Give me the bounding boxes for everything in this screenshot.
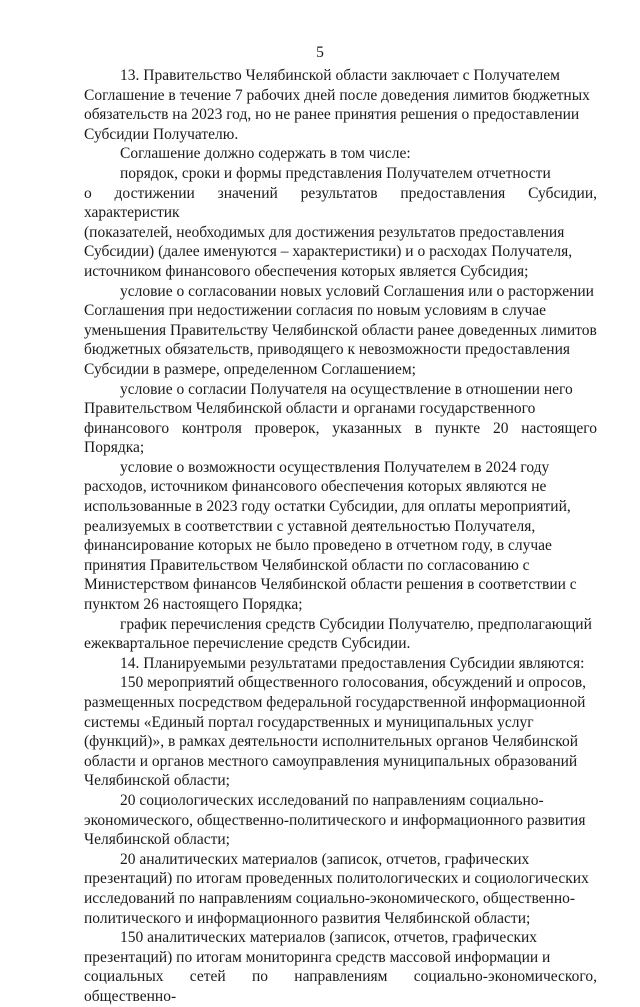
paragraph-consent-inspections: условие о согласии Получателя на осуществление в отношении него Правительством Челябинской области и органами государственного финансового контроля проверок, указанных в пункте 20 настоящего Порядка; xyxy=(84,380,597,457)
paragraph-reporting-procedure: порядок, сроки и формы представления Получателем отчетности о достижении значений результатов предоставления Субсидии, характеристик (показателей, необходимых для достижения результатов предоставления Субсидии) (далее именуются – характеристики) и о расходах Получателя, источником финансового обеспечения которых является Субсидия; xyxy=(84,164,597,280)
paragraph-transfer-schedule: график перечисления средств Субсидии Получателю, предполагающий ежеквартальное перечисление средств Субсидии. xyxy=(84,615,592,653)
paragraph-result-150-materials: 150 аналитических материалов (записок, отчетов, графических презентаций) по итогам мониторинга средств массовой информации и социальных сетей по направлениям социально-экономического, общественно- xyxy=(84,929,597,1005)
paragraph-result-150-events: 150 мероприятий общественного голосования, обсуждений и опросов, размещенных посредством федеральной государственной информационной системы «Единый портал государственных и муниципальных услуг (функций)», в рамках деятельности исполнительных органов Челябинской области и органов местного самоуправления муниципальных образований Челябинской области; xyxy=(84,674,587,790)
paragraph-2024-expenses: условие о возможности осуществления Получателем в 2024 году расходов, источником финансового обеспечения которых являются не использованные в 2023 году остатки Субсидии, для оплаты мероприятий, реализуемых в соответствии с уставной деятельностью Получателя, финансирование которых не было проведено в отчетном году, в случае принятия Правительством Челябинской области по согласованию с Министерством финансов Челябинской области решения в соответствии с пунктом 26 настоящего Порядка; xyxy=(84,458,577,614)
paragraph-agreement-contents: Соглашение должно содержать в том числе: xyxy=(120,145,411,163)
page-number: 5 xyxy=(316,44,324,61)
paragraph-14: 14. Планируемыми результатами предоставления Субсидии являются: xyxy=(120,654,585,672)
paragraph-new-conditions: условие о согласовании новых условий Соглашения или о расторжении Соглашения при недостижении согласия по новым условиям в случае уменьшения Правительству Челябинской области ранее доведенных лимитов бюджетных обязательств, приводящего к невозможности предоставления Субсидии в размере, определенном Соглашением; xyxy=(84,282,597,378)
paragraph-13: 13. Правительство Челябинской области заключает с Получателем Соглашение в течение 7 рабочих дней после доведения лимитов бюджетных обязательств на 2023 год, но не ранее принятия решения о предоставлении Субсидии Получателю. xyxy=(84,67,590,143)
paragraph-result-20-materials: 20 аналитических материалов (записок, отчетов, графических презентаций) по итогам проведенных политологических и социологических исследований по направлениям социально-экономического, общественно- политического и информационного развития Челябинской области; xyxy=(84,850,589,927)
paragraph-result-20-studies: 20 социологических исследований по направлениям социально- экономического, общественно-политического и информационного развития Челябинской области; xyxy=(84,791,586,849)
body-text xyxy=(84,66,597,1007)
